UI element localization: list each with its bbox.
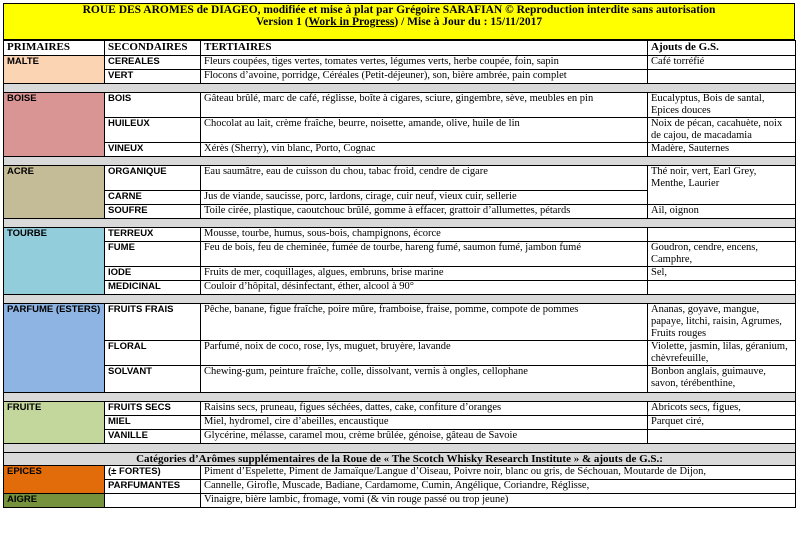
table-row [4,93,796,118]
secondary-cell: FRUITS SECS [105,402,201,416]
table-row [4,166,796,191]
table-row [4,402,796,416]
table-row [4,143,796,157]
tertiary-cell: Cannelle, Girofle, Muscade, Badiane, Cardamome, Cumin, Angélique, Coriandre, Réglisse, [201,480,796,494]
table-row [4,430,796,444]
secondary-cell [105,494,201,508]
category-title-row [4,453,796,466]
table-row [4,70,796,84]
table-row [4,118,796,143]
separator-row [4,84,796,93]
addition-cell: Parquet ciré, [648,416,796,430]
primary-parfume: PARFUME (ESTERS) [4,304,105,393]
secondary-cell: ORGANIQUE [105,166,201,191]
table-row [4,466,796,480]
primary-epices: EPICES [4,466,105,494]
addition-cell: Ail, oignon [648,205,796,219]
addition-cell: Noix de pécan, cacahuète, noix de cajou, de macadamia [648,118,796,143]
tertiary-cell: Raisins secs, pruneau, figues séchées, dattes, cake, confiture d’oranges [201,402,648,416]
table-row [4,267,796,281]
secondary-cell: CARNE [105,191,201,205]
aroma-table [3,40,796,508]
primary-tourbe: TOURBE [4,228,105,295]
secondary-cell: IODE [105,267,201,281]
header-version: Version 1 (Work in Progress) / Mise à Jour du : 15/11/2017 [255,16,543,28]
tertiary-cell: Couloir d’hôpital, désinfectant, éther, alcool à 90° [201,281,648,295]
secondary-cell: FLORAL [105,341,201,366]
table-row [4,494,796,508]
addition-cell: Goudron, cendre, encens, Camphre, [648,242,796,267]
secondary-cell: VERT [105,70,201,84]
secondary-cell: MEDICINAL [105,281,201,295]
addition-cell: Bonbon anglais, guimauve, savon, térébenthine, [648,366,796,393]
table-row [4,341,796,366]
table-row [4,416,796,430]
tertiary-cell: Mousse, tourbe, humus, sous-bois, champignons, écorce [201,228,648,242]
addition-cell: Madère, Sauternes [648,143,796,157]
secondary-cell: PARFUMANTES [105,480,201,494]
addition-cell: Sel, [648,267,796,281]
addition-cell: Café torréfié [648,56,796,70]
tertiary-cell: Pêche, banane, figue fraîche, poire mûre, framboise, fraise, pomme, compote de pommes [201,304,648,341]
addition-cell [648,70,796,84]
separator-row [4,157,796,166]
tertiary-cell: Eau saumâtre, eau de cuisson du chou, tabac froid, cendre de cigare [201,166,648,191]
separator-row [4,295,796,304]
table-row [4,56,796,70]
secondary-cell: BOIS [105,93,201,118]
header-title: ROUE DES AROMES de DIAGEO, modifiée et mise à plat par Grégoire SARAFIAN © Reproduction interdite sans autorisation [82,4,716,16]
separator-row [4,444,796,453]
table-row [4,205,796,219]
col-ajouts: Ajouts de G.S. [648,41,796,56]
secondary-cell: TERREUX [105,228,201,242]
tertiary-cell: Xérès (Sherry), vin blanc, Porto, Cognac [201,143,648,157]
addition-cell [648,430,796,444]
secondary-cell: (± FORTES) [105,466,201,480]
table-row [4,480,796,494]
tertiary-cell: Jus de viande, saucisse, porc, lardons, cirage, cuir neuf, vieux cuir, sellerie [201,191,648,205]
table-row [4,366,796,393]
tertiary-cell: Toile cirée, plastique, caoutchouc brûlé, gomme à effacer, grattoir d’allumettes, pétards [201,205,648,219]
table-row [4,228,796,242]
addition-cell: Thé noir, vert, Earl Grey, Menthe, Laurier [648,166,796,205]
separator-row [4,219,796,228]
table-row [4,304,796,341]
tertiary-cell: Flocons d’avoine, porridge, Céréales (Petit-déjeuner), son, bière ambrée, pain complet [201,70,648,84]
primary-fruite: FRUITE [4,402,105,444]
tertiary-cell: Piment d’Espelette, Piment de Jamaïque/Langue d’Oiseau, Poivre noir, blanc ou gris, de Séchouan, Moutarde de Dijon, [201,466,796,480]
category-title: Catégories d’Arômes supplémentaires de la Roue de « The Scotch Whisky Research Institute » & ajouts de G.S.: [4,453,796,466]
addition-cell: Abricots secs, figues, [648,402,796,416]
tertiary-cell: Miel, hydromel, cire d’abeilles, encaustique [201,416,648,430]
tertiary-cell: Feu de bois, feu de cheminée, fumée de tourbe, hareng fumé, saumon fumé, jambon fumé [201,242,648,267]
secondary-cell: FRUITS FRAIS [105,304,201,341]
tertiary-cell: Chocolat au lait, crème fraîche, beurre, noisette, amande, olive, huile de lin [201,118,648,143]
addition-cell [648,281,796,295]
column-header-row [4,41,796,56]
addition-cell: Eucalyptus, Bois de santal, Epices douces [648,93,796,118]
tertiary-cell: Gâteau brûlé, marc de café, réglisse, boîte à cigares, sciure, gingembre, sève, meubles en pin [201,93,648,118]
secondary-cell: VANILLE [105,430,201,444]
primary-boise: BOISE [4,93,105,157]
document-header [3,3,795,40]
col-primaires: PRIMAIRES [4,41,105,56]
tertiary-cell: Glycérine, mélasse, caramel mou, crème brûlée, génoise, gâteau de Savoie [201,430,648,444]
table-row [4,281,796,295]
primary-acre: ACRE [4,166,105,219]
secondary-cell: FUME [105,242,201,267]
tertiary-cell: Fruits de mer, coquillages, algues, embruns, brise marine [201,267,648,281]
tertiary-cell: Parfumé, noix de coco, rose, lys, muguet, bruyère, lavande [201,341,648,366]
table-row [4,242,796,267]
separator-row [4,393,796,402]
col-tertiaires: TERTIAIRES [201,41,648,56]
tertiary-cell: Fleurs coupées, tiges vertes, tomates vertes, légumes verts, herbe coupée, foin, sapin [201,56,648,70]
addition-cell: Ananas, goyave, mangue, papaye, litchi, raisin, Agrumes, Fruits rouges [648,304,796,341]
secondary-cell: VINEUX [105,143,201,157]
secondary-cell: MIEL [105,416,201,430]
tertiary-cell: Vinaigre, bière lambic, fromage, vomi (& vin rouge passé ou trop jeune) [201,494,796,508]
addition-cell [648,228,796,242]
tertiary-cell: Chewing-gum, peinture fraîche, colle, dissolvant, vernis à ongles, cellophane [201,366,648,393]
col-secondaires: SECONDAIRES [105,41,201,56]
primary-malte: MALTE [4,56,105,84]
addition-cell: Violette, jasmin, lilas, géranium, chèvrefeuille, [648,341,796,366]
secondary-cell: HUILEUX [105,118,201,143]
secondary-cell: SOUFRE [105,205,201,219]
secondary-cell: SOLVANT [105,366,201,393]
secondary-cell: CEREALES [105,56,201,70]
primary-aigre: AIGRE [4,494,105,508]
